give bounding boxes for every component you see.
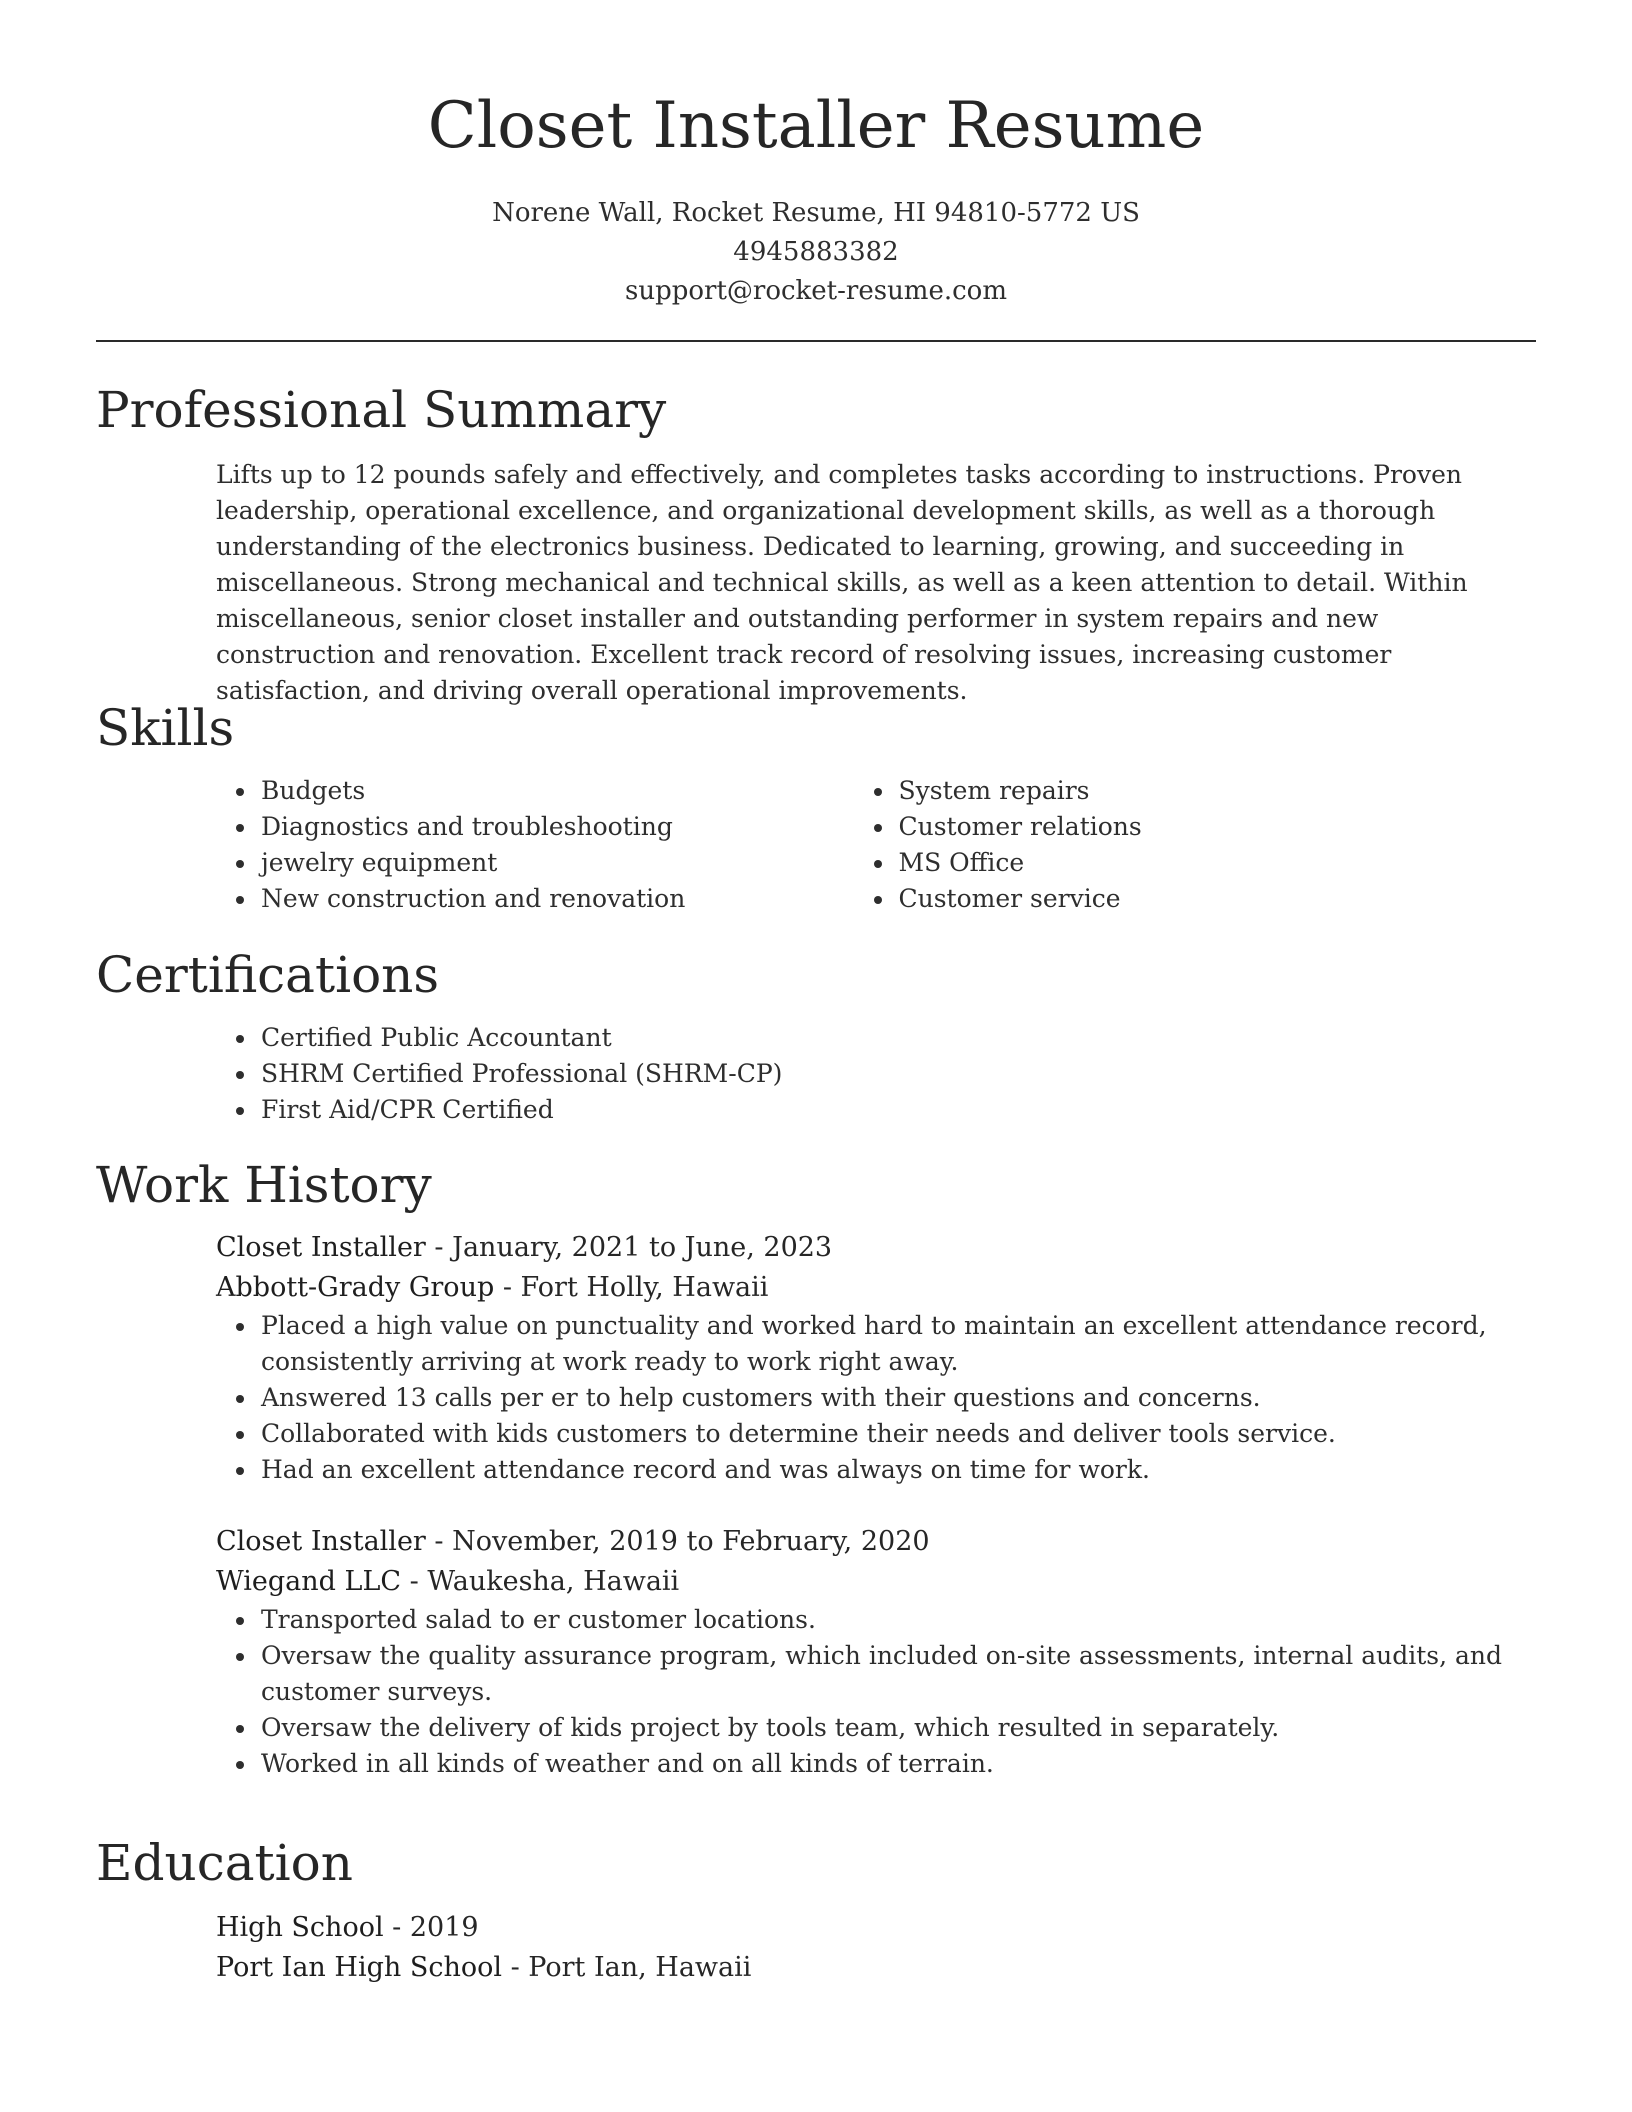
- job-title-line: [216, 1522, 1536, 1562]
- education-heading: Education: [96, 1834, 353, 1892]
- contact-info: [0, 194, 1632, 311]
- summary-section: [96, 377, 1536, 709]
- summary-text: Lifts up to 12 pounds safely and effectively, and completes tasks according to instructions. Proven leadership, operational excellence, and organizational development skills, as well as a thorough understanding of the electronics business. Dedicated to learning, growing, and succeeding in miscellaneous. Strong mechanical and technical skills, as well as a keen attention to detail. Within miscellaneous, senior closet installer and outstanding performer in system repairs and new construction and renovation. Excellent track record of resolving issues, increasing customer satisfaction, and driving overall operational improvements.: [216, 460, 1468, 705]
- education-year: - 2019: [383, 1912, 479, 1943]
- work-history-heading: Work History: [96, 1156, 432, 1214]
- job-duty: Answered 13 calls per er to help customers with their questions and concerns.: [261, 1380, 1536, 1416]
- education-school-line: [216, 1948, 1536, 1988]
- job-company-line: [216, 1268, 1536, 1308]
- job-entry: [96, 1228, 1536, 1488]
- job-dates: - January, 2021 to June, 2023: [425, 1232, 833, 1263]
- certification-item: First Aid/CPR Certified: [261, 1092, 1536, 1128]
- job-entry: [96, 1522, 1536, 1782]
- header-divider: [96, 340, 1536, 342]
- job-company: Abbott-Grady Group: [216, 1272, 495, 1303]
- skill-item: MS Office: [899, 845, 1537, 881]
- work-history-section: [96, 1152, 1536, 1782]
- skills-list-left: [261, 773, 899, 917]
- skills-heading: Skills: [96, 699, 235, 757]
- job-duty: Oversaw the quality assurance program, which included on-site assessments, internal audits, and customer surveys.: [261, 1638, 1536, 1710]
- education-degree: High School: [216, 1912, 384, 1943]
- skill-item: Customer relations: [899, 809, 1537, 845]
- job-duty: Had an excellent attendance record and was always on time for work.: [261, 1452, 1536, 1488]
- job-company-line: [216, 1562, 1536, 1602]
- contact-phone: 4945883382: [733, 237, 899, 267]
- certifications-list: [261, 1020, 1536, 1128]
- skill-item: New construction and renovation: [261, 881, 899, 917]
- job-duty: Oversaw the delivery of kids project by tools team, which resulted in separately.: [261, 1710, 1536, 1746]
- certification-item: Certified Public Accountant: [261, 1020, 1536, 1056]
- resume-title: Closet Installer Resume: [427, 89, 1205, 163]
- job-title: Closet Installer: [216, 1526, 426, 1557]
- job-dates: - November, 2019 to February, 2020: [425, 1526, 930, 1557]
- summary-heading: Professional Summary: [96, 381, 667, 439]
- job-location: - Waukesha, Hawaii: [401, 1566, 680, 1597]
- job-title: Closet Installer: [216, 1232, 426, 1263]
- job-duty: Transported salad to er customer locations.: [261, 1602, 1536, 1638]
- job-location: - Fort Holly, Hawaii: [494, 1272, 769, 1303]
- skill-item: jewelry equipment: [261, 845, 899, 881]
- skills-list-right: [899, 773, 1537, 917]
- job-duties-list: [261, 1602, 1536, 1782]
- skill-item: System repairs: [899, 773, 1537, 809]
- job-duty: Collaborated with kids customers to determine their needs and deliver tools service.: [261, 1416, 1536, 1452]
- education-section: [96, 1830, 1536, 1988]
- job-company: Wiegand LLC: [216, 1566, 402, 1597]
- certifications-section: [96, 942, 1536, 1128]
- job-duty: Placed a high value on punctuality and worked hard to maintain an excellent attendance record, consistently arriving at work ready to work right away.: [261, 1308, 1536, 1380]
- skills-section: [96, 695, 1536, 917]
- resume-header: [0, 84, 1632, 311]
- job-title-line: [216, 1228, 1536, 1268]
- education-school: Port Ian High School: [216, 1952, 502, 1983]
- contact-email: support@rocket-resume.com: [624, 276, 1007, 306]
- education-entry: [96, 1908, 1536, 1988]
- skill-item: Customer service: [899, 881, 1537, 917]
- education-location: - Port Ian, Hawaii: [502, 1952, 752, 1983]
- skill-item: Budgets: [261, 773, 899, 809]
- contact-address: Norene Wall, Rocket Resume, HI 94810-5772 US: [492, 198, 1140, 228]
- certifications-heading: Certifications: [96, 946, 440, 1004]
- certification-item: SHRM Certified Professional (SHRM-CP): [261, 1056, 1536, 1092]
- education-degree-line: [216, 1908, 1536, 1948]
- skill-item: Diagnostics and troubleshooting: [261, 809, 899, 845]
- job-duties-list: [261, 1308, 1536, 1488]
- job-duty: Worked in all kinds of weather and on all kinds of terrain.: [261, 1746, 1536, 1782]
- skills-columns: [96, 773, 1536, 917]
